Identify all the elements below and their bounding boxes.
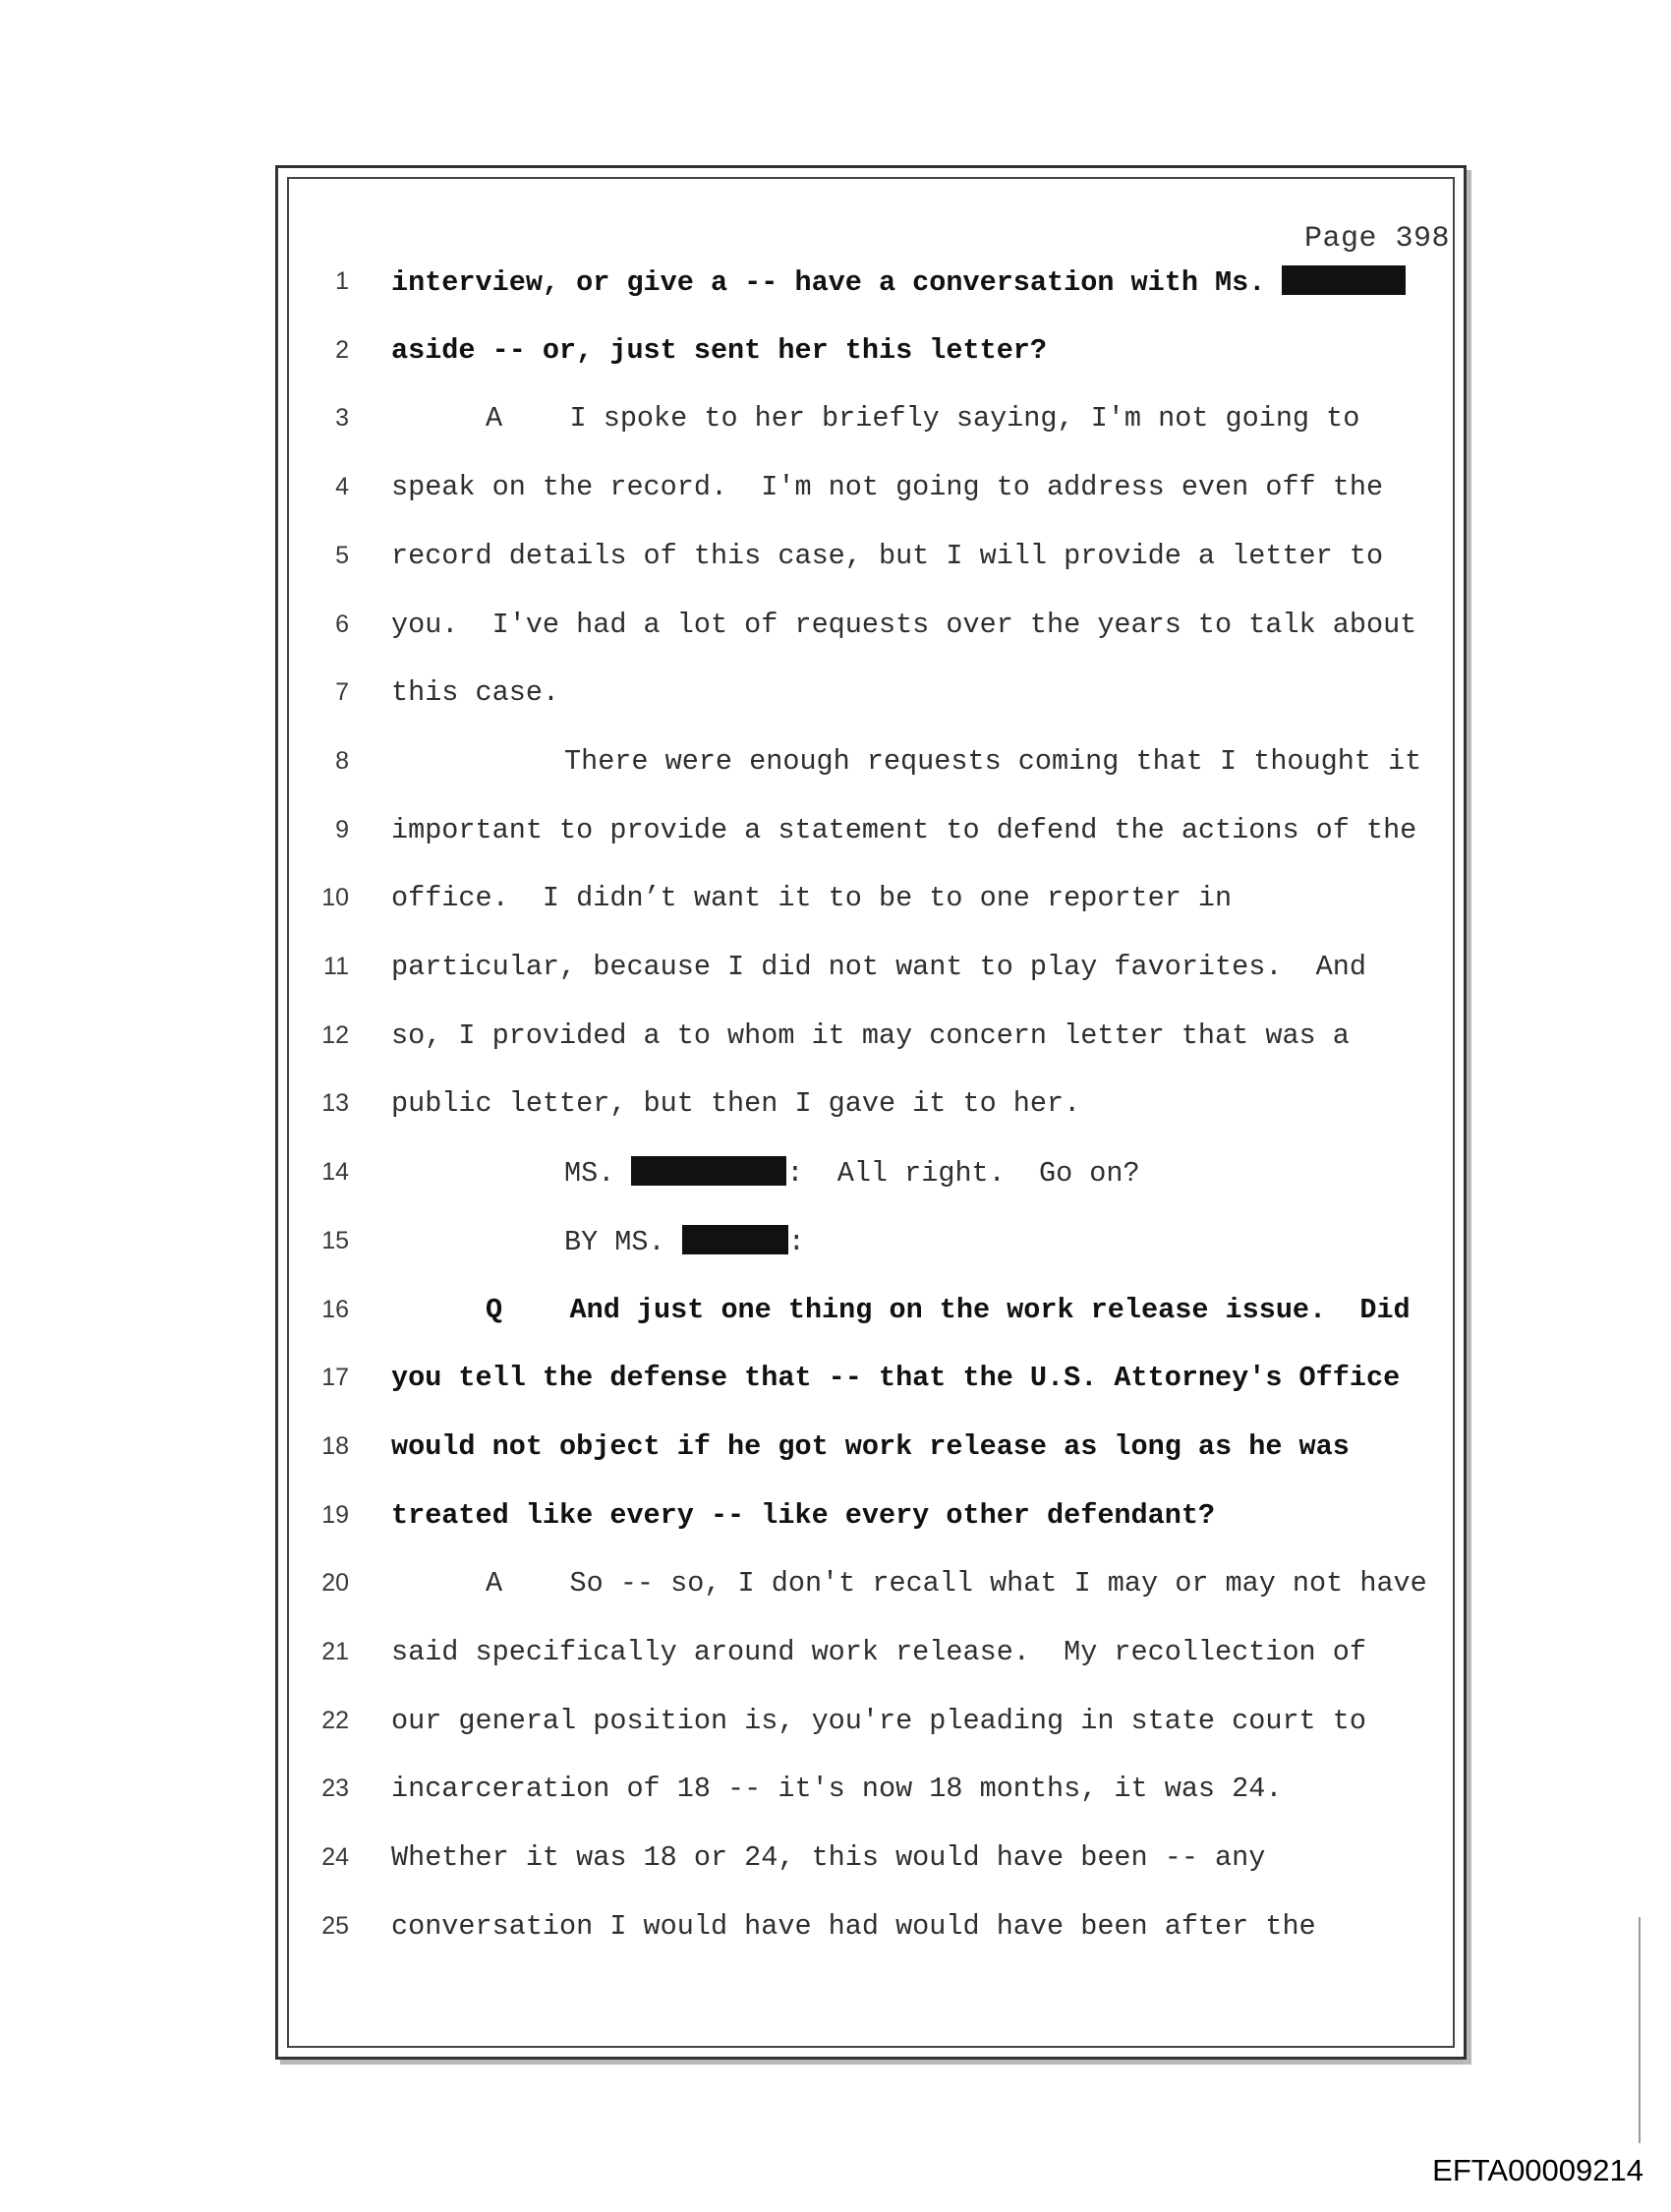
line-text-before-redaction: MS.	[564, 1157, 632, 1191]
line-text	[391, 1156, 1140, 1190]
line-text	[391, 265, 1406, 299]
line-content: important to provide a statement to defend the actions of the	[391, 813, 1417, 846]
page-number: Page 398	[1303, 222, 1450, 256]
line-text	[391, 676, 559, 709]
transcript-line	[295, 1910, 1455, 1959]
transcript-line	[295, 745, 1455, 794]
line-text	[391, 1705, 1366, 1737]
line-content: this case.	[391, 676, 560, 710]
transcript-line	[295, 1636, 1455, 1685]
transcript-line	[295, 1567, 1455, 1616]
line-text	[391, 402, 1359, 435]
line-content: aside -- or, just sent her this letter?	[391, 333, 1048, 367]
transcript-line	[295, 814, 1455, 863]
transcript-line	[295, 676, 1455, 726]
line-number: 2	[335, 335, 349, 364]
redaction-block	[682, 1225, 788, 1254]
line-content: A So -- so, I don't recall what I may or may not have	[486, 1567, 1427, 1601]
line-number: 24	[321, 1843, 349, 1872]
line-text	[391, 1567, 1427, 1600]
line-number: 22	[321, 1706, 349, 1734]
line-text	[391, 334, 1047, 367]
redaction-block	[631, 1156, 786, 1186]
transcript-line	[295, 1362, 1455, 1411]
transcript-line	[295, 1841, 1455, 1891]
line-text	[391, 1841, 1265, 1874]
transcript-line	[295, 265, 1455, 315]
line-text	[391, 745, 1421, 778]
line-text	[391, 1636, 1366, 1668]
line-number: 5	[335, 541, 349, 569]
line-number: 20	[321, 1569, 349, 1598]
line-text-after-redaction: : All right. Go on?	[786, 1157, 1140, 1191]
scan-margin-line	[1639, 1917, 1641, 2143]
line-number: 7	[335, 678, 349, 707]
transcript-line	[295, 1773, 1455, 1822]
line-content: Whether it was 18 or 24, this would have been -- any	[391, 1841, 1266, 1875]
transcript-line	[295, 1430, 1455, 1480]
line-number: 15	[321, 1226, 349, 1254]
line-text	[391, 471, 1383, 503]
transcript-line	[295, 471, 1455, 520]
line-content: A I spoke to her briefly saying, I'm not going to	[486, 402, 1360, 436]
transcript-line	[295, 334, 1455, 383]
line-text	[391, 1362, 1400, 1394]
line-text	[391, 1225, 805, 1258]
transcript-line	[295, 402, 1455, 451]
line-content: office. I didn’t want it to be to one reporter in	[391, 882, 1233, 915]
line-number: 13	[321, 1089, 349, 1118]
line-number: 3	[335, 404, 349, 433]
transcript-line	[295, 1156, 1455, 1205]
transcript-line	[295, 1087, 1455, 1136]
transcript-line	[295, 1019, 1455, 1069]
line-text	[391, 882, 1232, 914]
line-text	[391, 1773, 1282, 1805]
transcript-line	[295, 1225, 1455, 1274]
line-content: interview, or give a -- have a conversation with Ms.	[391, 266, 1283, 299]
line-text	[391, 540, 1383, 572]
line-content: treated like every -- like every other defendant?	[391, 1498, 1216, 1532]
line-content: particular, because I did not want to play favorites. And	[391, 951, 1366, 983]
line-number: 14	[321, 1158, 349, 1187]
transcript-line	[295, 1705, 1455, 1754]
line-content: There were enough requests coming that I thought it	[564, 744, 1422, 778]
line-number: 9	[335, 815, 349, 844]
line-text	[391, 1019, 1350, 1052]
line-number: 23	[321, 1775, 349, 1803]
line-number: 16	[321, 1295, 349, 1323]
document-id: EFTA00009214	[1432, 2153, 1643, 2187]
line-text	[391, 1499, 1215, 1532]
line-content: record details of this case, but I will provide a letter to	[391, 539, 1384, 572]
transcript-line	[295, 1499, 1455, 1548]
line-content: said specifically around work release. My recollection of	[391, 1636, 1366, 1668]
line-number: 6	[335, 610, 349, 638]
line-content: so, I provided a to whom it may concern letter that was a	[391, 1019, 1350, 1052]
line-number: 10	[321, 884, 349, 912]
line-content: you tell the defense that -- that the U.S. Attorney's Office	[391, 1362, 1401, 1395]
line-number: 17	[321, 1364, 349, 1392]
transcript-line	[295, 1294, 1455, 1343]
line-number: 12	[321, 1020, 349, 1049]
line-number: 19	[321, 1500, 349, 1529]
line-number: 21	[321, 1638, 349, 1665]
line-text	[391, 1294, 1411, 1326]
line-content: public letter, but then I gave it to her.	[391, 1087, 1081, 1121]
transcript-line	[295, 882, 1455, 931]
line-content: our general position is, you're pleading in state court to	[391, 1704, 1366, 1737]
line-number: 1	[335, 267, 349, 295]
redaction-block	[1282, 265, 1406, 295]
line-text-after-redaction: :	[787, 1225, 805, 1258]
line-content: Q And just one thing on the work release issue. Did	[486, 1293, 1411, 1326]
transcript-line	[295, 540, 1455, 589]
line-text	[391, 1910, 1316, 1943]
line-content: you. I've had a lot of requests over the years to talk about	[391, 608, 1417, 641]
transcript-line	[295, 951, 1455, 1000]
line-text	[391, 814, 1416, 846]
line-number: 11	[323, 953, 349, 980]
line-text	[391, 609, 1416, 641]
line-number: 8	[335, 746, 349, 775]
line-text	[391, 1430, 1350, 1463]
line-text	[391, 1087, 1080, 1120]
line-number: 18	[321, 1431, 349, 1460]
line-number: 25	[321, 1911, 349, 1940]
line-content: conversation I would have had would have been after the	[391, 1909, 1316, 1943]
line-text-before-redaction: BY MS.	[564, 1225, 682, 1258]
line-number: 4	[335, 473, 349, 501]
line-content: speak on the record. I'm not going to address even off the	[391, 471, 1384, 504]
line-text	[391, 951, 1366, 983]
line-content: would not object if he got work release as long as he was	[391, 1429, 1350, 1463]
transcript-line	[295, 609, 1455, 658]
line-content: incarceration of 18 -- it's now 18 months, it was 24.	[391, 1773, 1283, 1806]
